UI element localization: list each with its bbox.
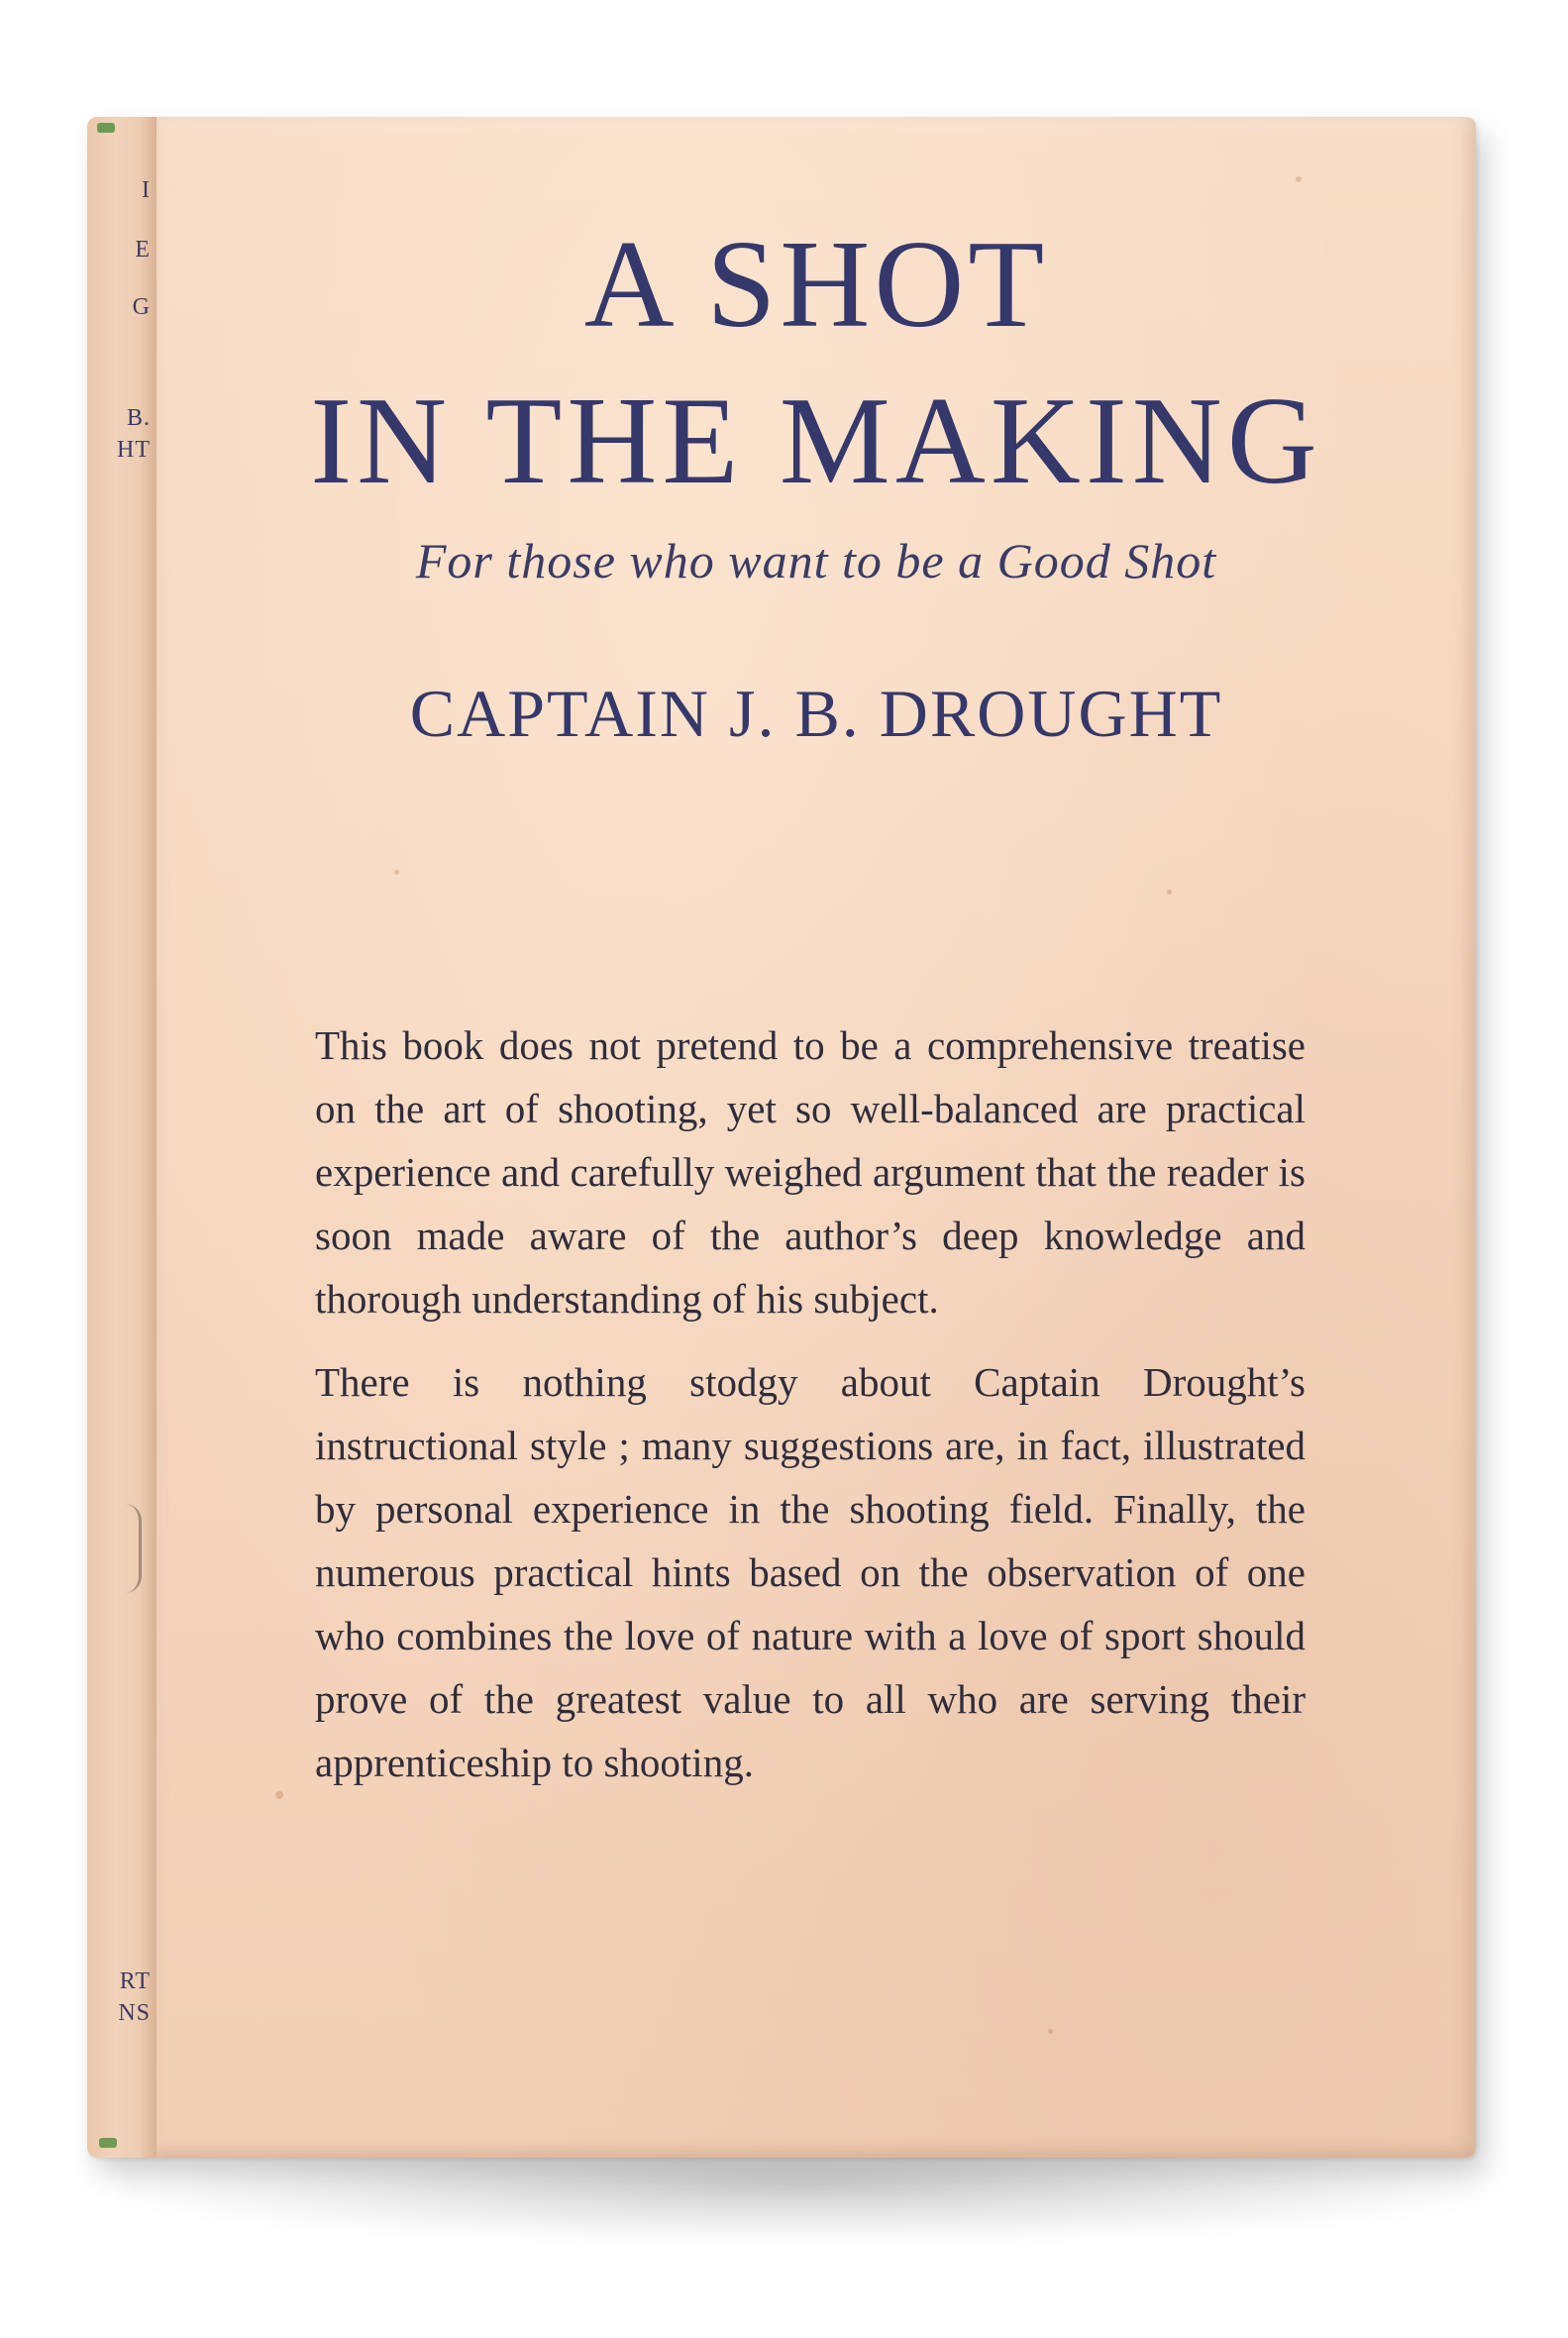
blurb [315,1013,1306,1814]
front-cover [157,117,1476,2158]
spine-text-fragment: RT [119,1968,151,1994]
spine-text-fragment: I [142,177,151,203]
spine-text-fragment: HT [117,437,151,463]
cloth-edge-mark [97,123,115,133]
author-name: CAPTAIN J. B. DROUGHT [409,676,1223,751]
title-line-1: A SHOT [583,216,1049,354]
spine-text-fragment: NS [118,2000,151,2026]
spine-text-fragment: E [135,237,151,263]
aging-fleck [1048,2029,1053,2034]
title-line-2: IN THE MAKING [310,372,1322,510]
aging-fleck [1167,890,1172,895]
spine-text-fragment: B. [126,405,151,431]
spine-wear-mark [125,1504,142,1593]
aging-fleck [1296,176,1302,182]
blurb-paragraph: This book does not pretend to be a comprehensive treatise on the art of shooting, yet so well-balanced are practical experience and carefully weighed argument that the reader is soon made aware of the author’s deep knowledge and thorough understanding of his subject. [315,1022,1306,1322]
aging-fleck [275,1791,283,1799]
blurb-paragraph: There is nothing stodgy about Captain Drought’s instructional style ; many suggestions are, in fact, illustrated by personal experience in the shooting field. Finally, the numerous practical hints based on the observation of one who combines the love of nature with a love of sport should prove of the greatest value to all who are serving their apprenticeship to shooting. [315,1359,1306,1785]
aging-fleck [394,870,399,875]
book [87,117,1476,2158]
subtitle: For those who want to be a Good Shot [415,533,1217,588]
book-spine [87,117,158,2158]
cloth-edge-mark [99,2138,117,2148]
spine-text-fragment: G [132,294,151,320]
